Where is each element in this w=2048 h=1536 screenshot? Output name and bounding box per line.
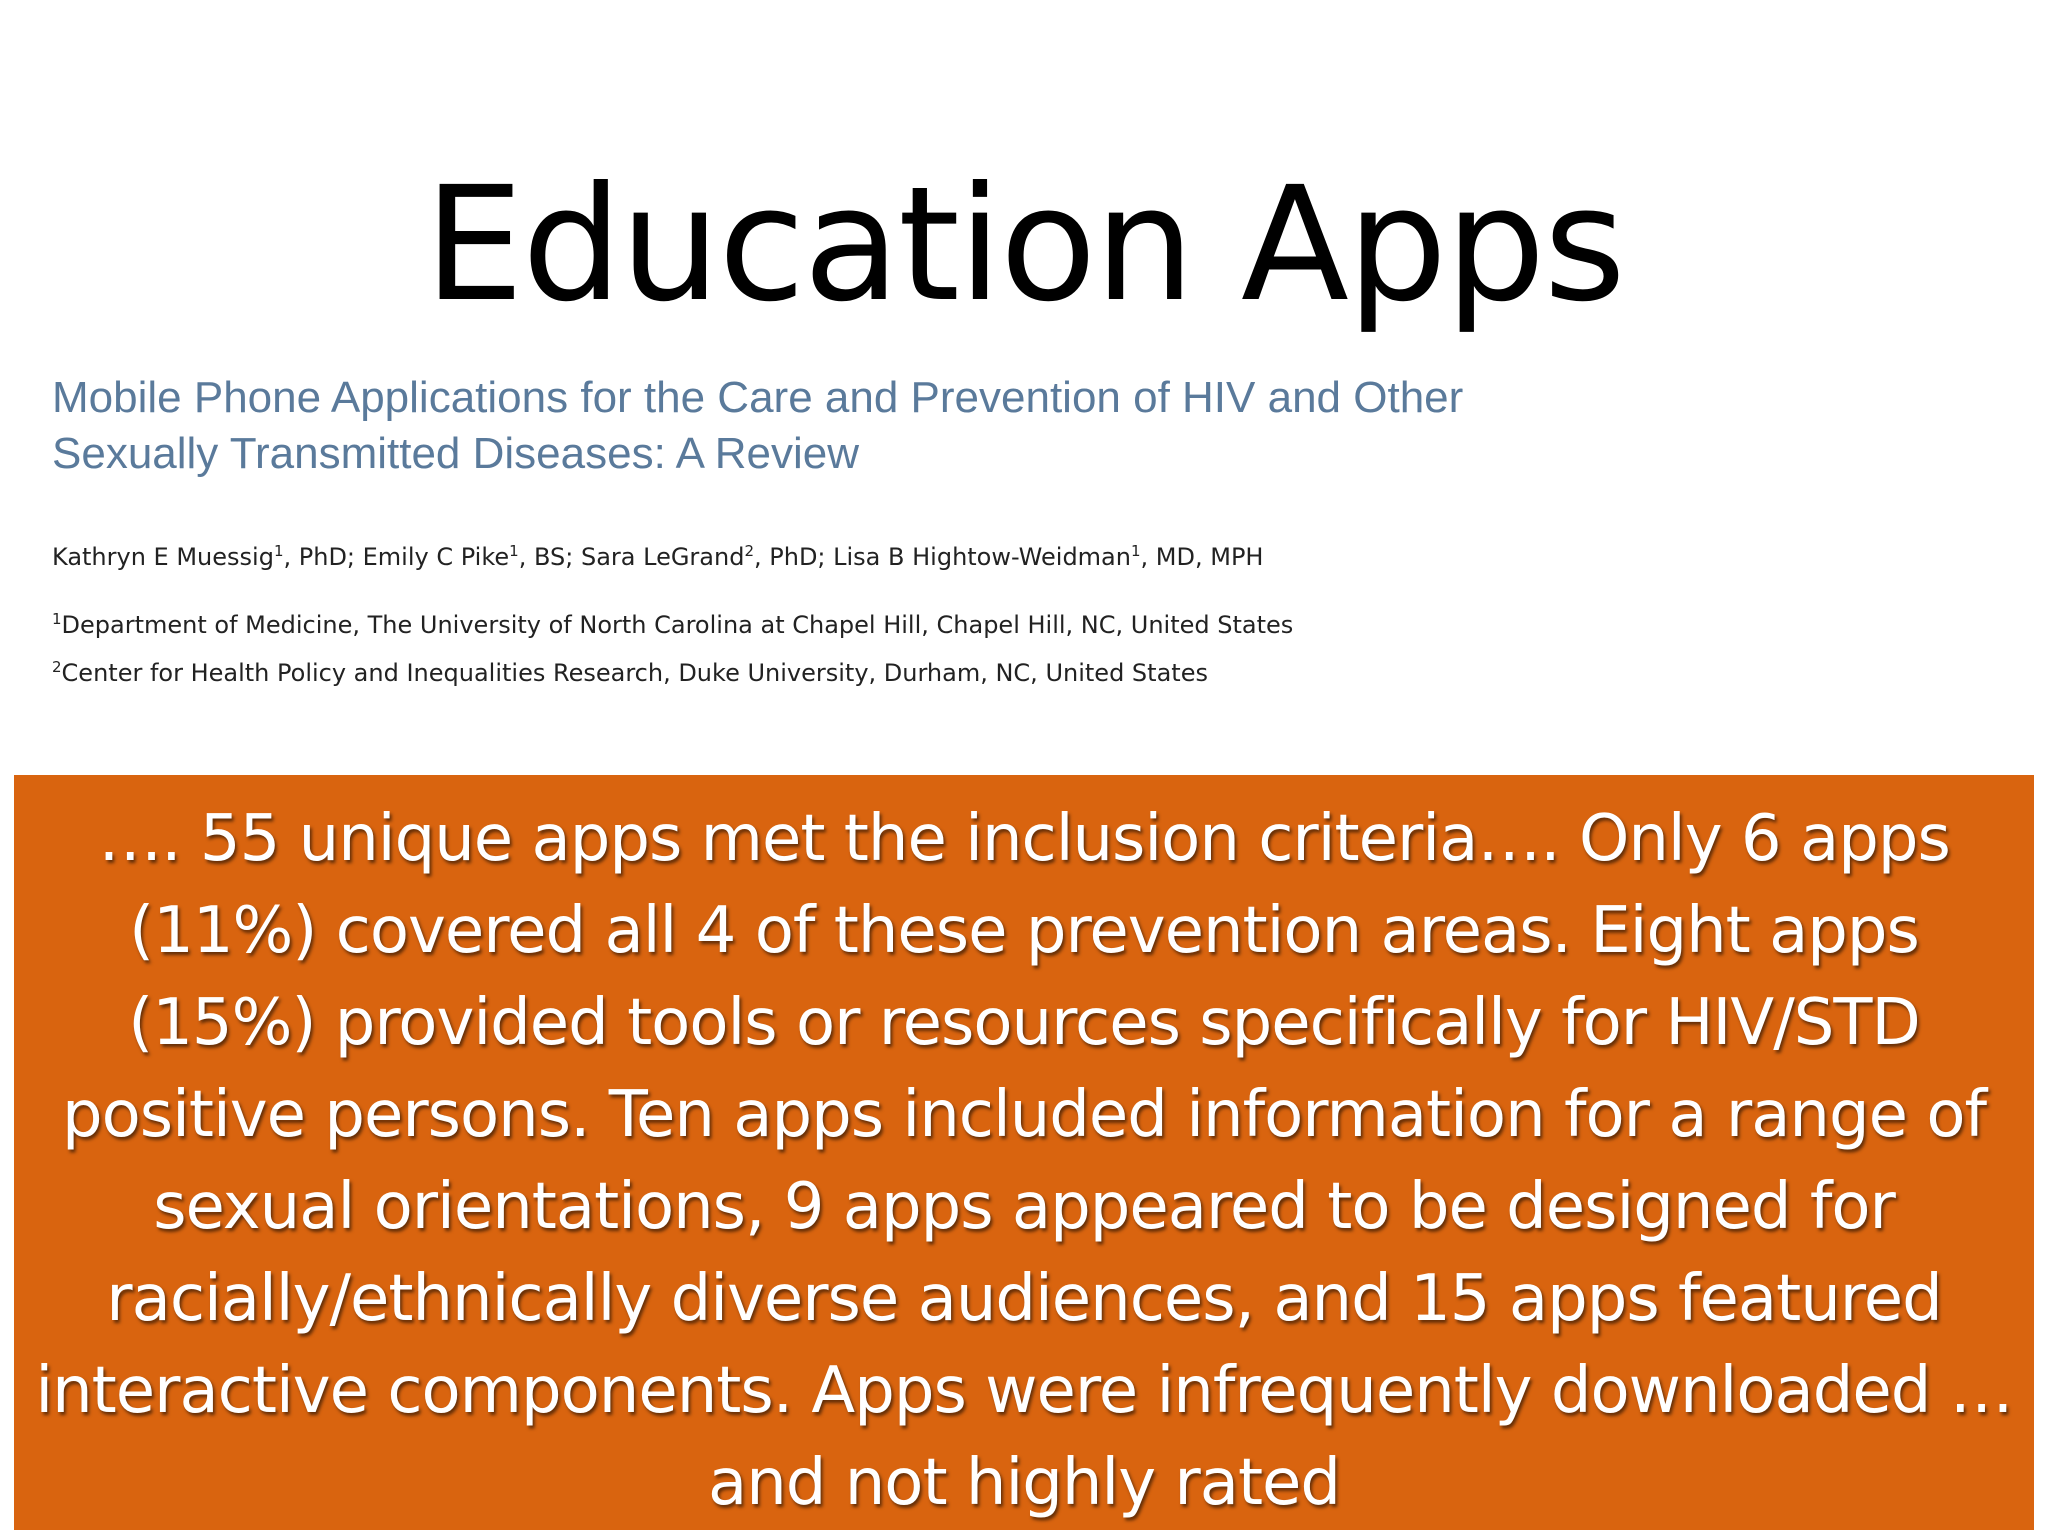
paper-title-line-2: Sexually Transmitted Diseases: A Review [52, 429, 860, 478]
affiliation-text: Department of Medicine, The University of North Carolina at Chapel Hill, Chapel Hill, NC, United States [61, 611, 1294, 639]
quote-box [14, 775, 2034, 1530]
author-name: Sara LeGrand [580, 543, 745, 571]
affiliation-list [52, 598, 1692, 694]
slide-title: Education Apps [424, 153, 1624, 337]
author-affiliation-mark: 1 [1130, 542, 1141, 560]
author-degree: , BS; [518, 543, 581, 571]
author-affiliation-mark: 1 [509, 542, 519, 560]
paper-title-line-1: Mobile Phone Applications for the Care and Prevention of HIV and Other [52, 373, 1464, 422]
author-affiliation-mark: 1 [273, 542, 284, 560]
author-degree: , MD, MPH [1140, 543, 1264, 571]
affiliation-item [52, 646, 1692, 694]
author-name: Lisa B Hightow-Weidman [833, 543, 1131, 571]
author-degree: , PhD; [754, 543, 834, 571]
quote-text: …. 55 unique apps met the inclusion criteria…. Only 6 apps (11%) covered all 4 of these prevention areas. Eight apps (15%) provided tools or resources specifically for HIV/STD positive persons. Ten apps included information for a range of sexual orientations, 9 apps appeared to be designed for racially/ethnically diverse audiences, and 15 apps featured interactive components. Apps were infrequently downloaded … and not highly rated [35, 802, 2013, 1520]
affiliation-text: Center for Health Policy and Inequalities Research, Duke University, Durham, NC, United States [61, 659, 1208, 687]
affiliation-number: 1 [52, 610, 62, 628]
author-name: Kathryn E Muessig [52, 543, 274, 571]
affiliation-reflection [0, 690, 1700, 780]
author-degree: , PhD; [283, 543, 363, 571]
affiliation-number: 2 [52, 658, 62, 676]
affiliation-item [52, 598, 1692, 646]
author-list [52, 536, 1692, 572]
author-name: Emily C Pike [362, 543, 510, 571]
paper-title [52, 370, 1692, 482]
author-affiliation-mark: 2 [744, 542, 754, 560]
